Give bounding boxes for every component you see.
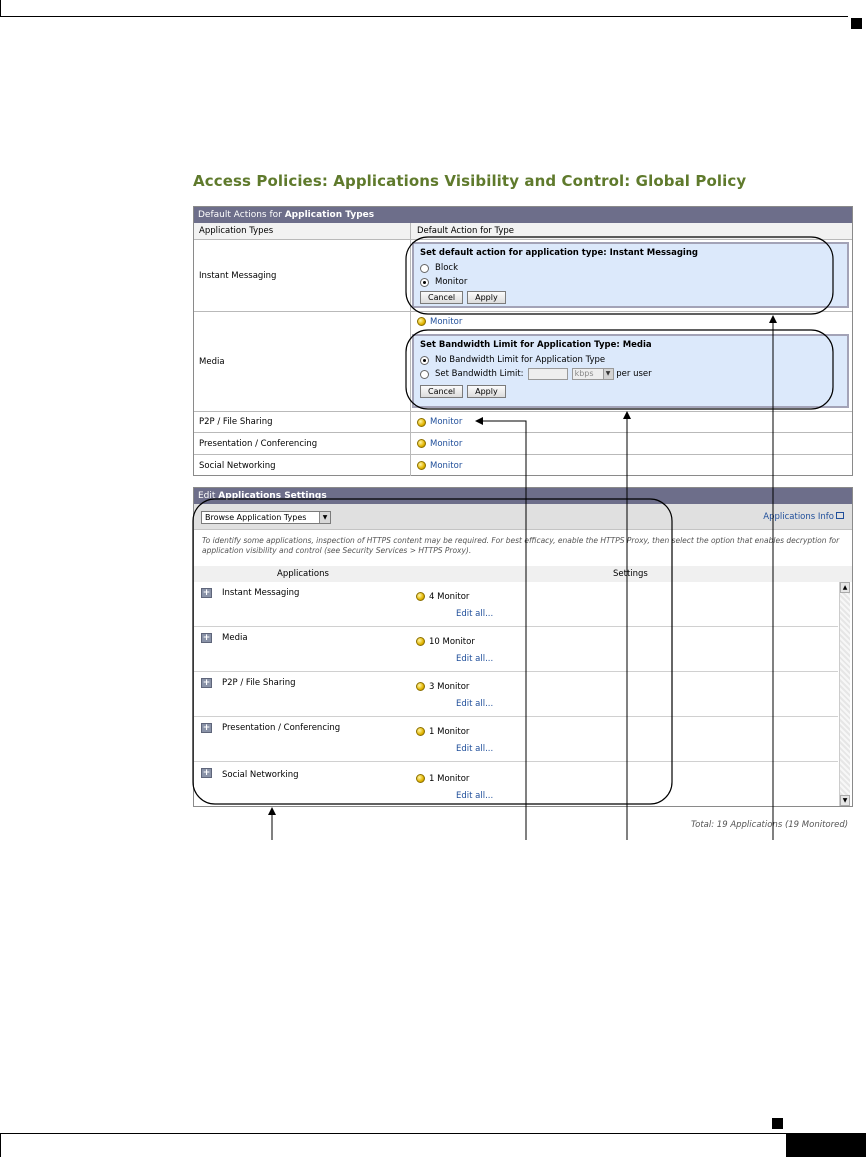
- radio-set-bandwidth-limit[interactable]: Set Bandwidth Limit: kbps ▼ per user: [420, 367, 841, 381]
- row-action: [412, 455, 852, 476]
- table-row-social: [194, 455, 852, 476]
- col-application-types: Application Types: [194, 223, 411, 239]
- row-action: [412, 312, 852, 411]
- radio-monitor[interactable]: Monitor: [420, 275, 841, 289]
- cancel-button[interactable]: Cancel: [420, 291, 463, 304]
- bandwidth-unit-select[interactable]: kbps ▼: [572, 368, 614, 380]
- monitor-status-icon: [416, 682, 425, 691]
- bottom-rule-tick: [0, 1133, 1, 1157]
- apply-button[interactable]: Apply: [467, 291, 506, 304]
- applications-column-headers: [194, 566, 852, 582]
- app-setting-status: 4 Monitor: [416, 592, 469, 602]
- app-type-name: Social Networking: [222, 770, 299, 780]
- edit-all-link[interactable]: Edit all...: [456, 609, 494, 619]
- list-item-p2p: [194, 672, 838, 717]
- scroll-up-icon[interactable]: ▲: [840, 582, 850, 593]
- row-label: Instant Messaging: [194, 240, 411, 311]
- edit-all-link[interactable]: Edit all...: [456, 699, 494, 709]
- monitor-status-icon: [417, 439, 426, 448]
- bottom-rule: [0, 1133, 866, 1134]
- row-label: P2P / File Sharing: [194, 412, 411, 432]
- bottom-marker-small: [772, 1118, 783, 1129]
- monitor-status-icon: [417, 317, 426, 326]
- row-action: [412, 433, 852, 454]
- monitor-status-icon: [416, 774, 425, 783]
- im-action-editor: [412, 242, 849, 308]
- table-row-presentation: [194, 433, 852, 455]
- monitor-link[interactable]: Monitor: [430, 417, 463, 427]
- app-type-name: Media: [222, 633, 248, 643]
- edit-all-link[interactable]: Edit all...: [456, 654, 494, 664]
- applications-scrollbar[interactable]: [839, 582, 850, 806]
- list-item-media: [194, 627, 838, 672]
- monitor-status-icon: [416, 637, 425, 646]
- top-marker-block: [851, 18, 862, 29]
- https-note: To identify some applications, inspection of HTTPS content may be required. For best efficacy, enable the HTTPS Proxy, then select the option that enables decryption for application visibility and control (see Security Services > HTTPS Proxy).: [202, 536, 840, 555]
- col-applications: Applications: [277, 569, 329, 579]
- col-default-action: Default Action for Type: [417, 226, 514, 236]
- monitor-link[interactable]: Monitor: [430, 460, 463, 471]
- media-editor-title: Set Bandwidth Limit for Application Type: Media: [420, 340, 652, 350]
- radio-circle[interactable]: [420, 264, 429, 273]
- media-bandwidth-editor: [412, 334, 849, 408]
- row-action: [412, 240, 852, 311]
- app-setting-status: 1 Monitor: [416, 727, 469, 737]
- row-action: [412, 412, 852, 432]
- app-type-name: P2P / File Sharing: [222, 678, 296, 688]
- monitor-status-icon: [417, 461, 426, 470]
- default-actions-column-headers: [194, 223, 852, 240]
- radio-block[interactable]: Block: [420, 261, 841, 275]
- table-row-media: [194, 312, 852, 412]
- monitor-status-icon: [416, 727, 425, 736]
- monitor-link[interactable]: Monitor: [430, 438, 463, 449]
- edit-applications-panel: [193, 487, 853, 807]
- app-setting-status: 10 Monitor: [416, 637, 475, 647]
- monitor-status-icon: [416, 592, 425, 601]
- radio-circle-selected[interactable]: [420, 278, 429, 287]
- radio-no-bandwidth-limit[interactable]: No Bandwidth Limit for Application Type: [420, 353, 841, 367]
- radio-circle[interactable]: [420, 370, 429, 379]
- default-actions-header: Default Actions for Application Types: [194, 207, 852, 223]
- top-rule: [0, 16, 848, 17]
- total-applications: Total: 19 Applications (19 Monitored): [691, 820, 849, 830]
- app-setting-status: 3 Monitor: [416, 682, 469, 692]
- chevron-down-icon: ▼: [319, 512, 330, 523]
- bandwidth-input[interactable]: [528, 368, 568, 380]
- col-settings: Settings: [613, 569, 648, 579]
- expand-plus-icon[interactable]: +: [202, 678, 211, 688]
- scroll-down-icon[interactable]: ▼: [840, 795, 850, 806]
- monitor-status-icon: [417, 418, 426, 427]
- default-actions-panel: [193, 206, 853, 476]
- app-type-name: Presentation / Conferencing: [222, 723, 341, 733]
- media-monitor-status: [417, 317, 462, 327]
- chevron-down-icon: ▼: [603, 369, 613, 379]
- row-label: Presentation / Conferencing: [194, 433, 411, 454]
- monitor-link[interactable]: Monitor: [430, 317, 463, 327]
- edit-applications-toolbar: [194, 504, 852, 530]
- top-rule-tick: [0, 0, 1, 17]
- apply-button[interactable]: Apply: [467, 385, 506, 398]
- expand-plus-icon[interactable]: +: [202, 588, 211, 598]
- expand-plus-icon[interactable]: +: [202, 723, 211, 733]
- row-label: Media: [194, 312, 411, 411]
- table-row-instant-messaging: [194, 240, 852, 312]
- expand-plus-icon[interactable]: +: [202, 768, 211, 778]
- cancel-button[interactable]: Cancel: [420, 385, 463, 398]
- external-window-icon: [836, 512, 844, 519]
- browse-application-types-select[interactable]: Browse Application Types ▼: [201, 511, 331, 524]
- list-item-social: [194, 762, 838, 807]
- radio-circle-selected[interactable]: [420, 356, 429, 365]
- table-row-p2p: [194, 412, 852, 433]
- row-label: Social Networking: [194, 455, 411, 476]
- list-item-presentation: [194, 717, 838, 762]
- page-title: Access Policies: Applications Visibility and Control: Global Policy: [193, 172, 747, 190]
- im-editor-title: Set default action for application type: Instant Messaging: [420, 248, 698, 258]
- edit-applications-header: Edit Applications Settings: [194, 488, 852, 504]
- app-type-name: Instant Messaging: [222, 588, 300, 598]
- bottom-marker-tab: [786, 1133, 866, 1157]
- app-setting-status: 1 Monitor: [416, 774, 469, 784]
- applications-info-link[interactable]: Applications Info: [763, 512, 844, 522]
- list-item-instant-messaging: [194, 582, 838, 627]
- edit-all-link[interactable]: Edit all...: [456, 791, 494, 801]
- expand-plus-icon[interactable]: +: [202, 633, 211, 643]
- edit-all-link[interactable]: Edit all...: [456, 744, 494, 754]
